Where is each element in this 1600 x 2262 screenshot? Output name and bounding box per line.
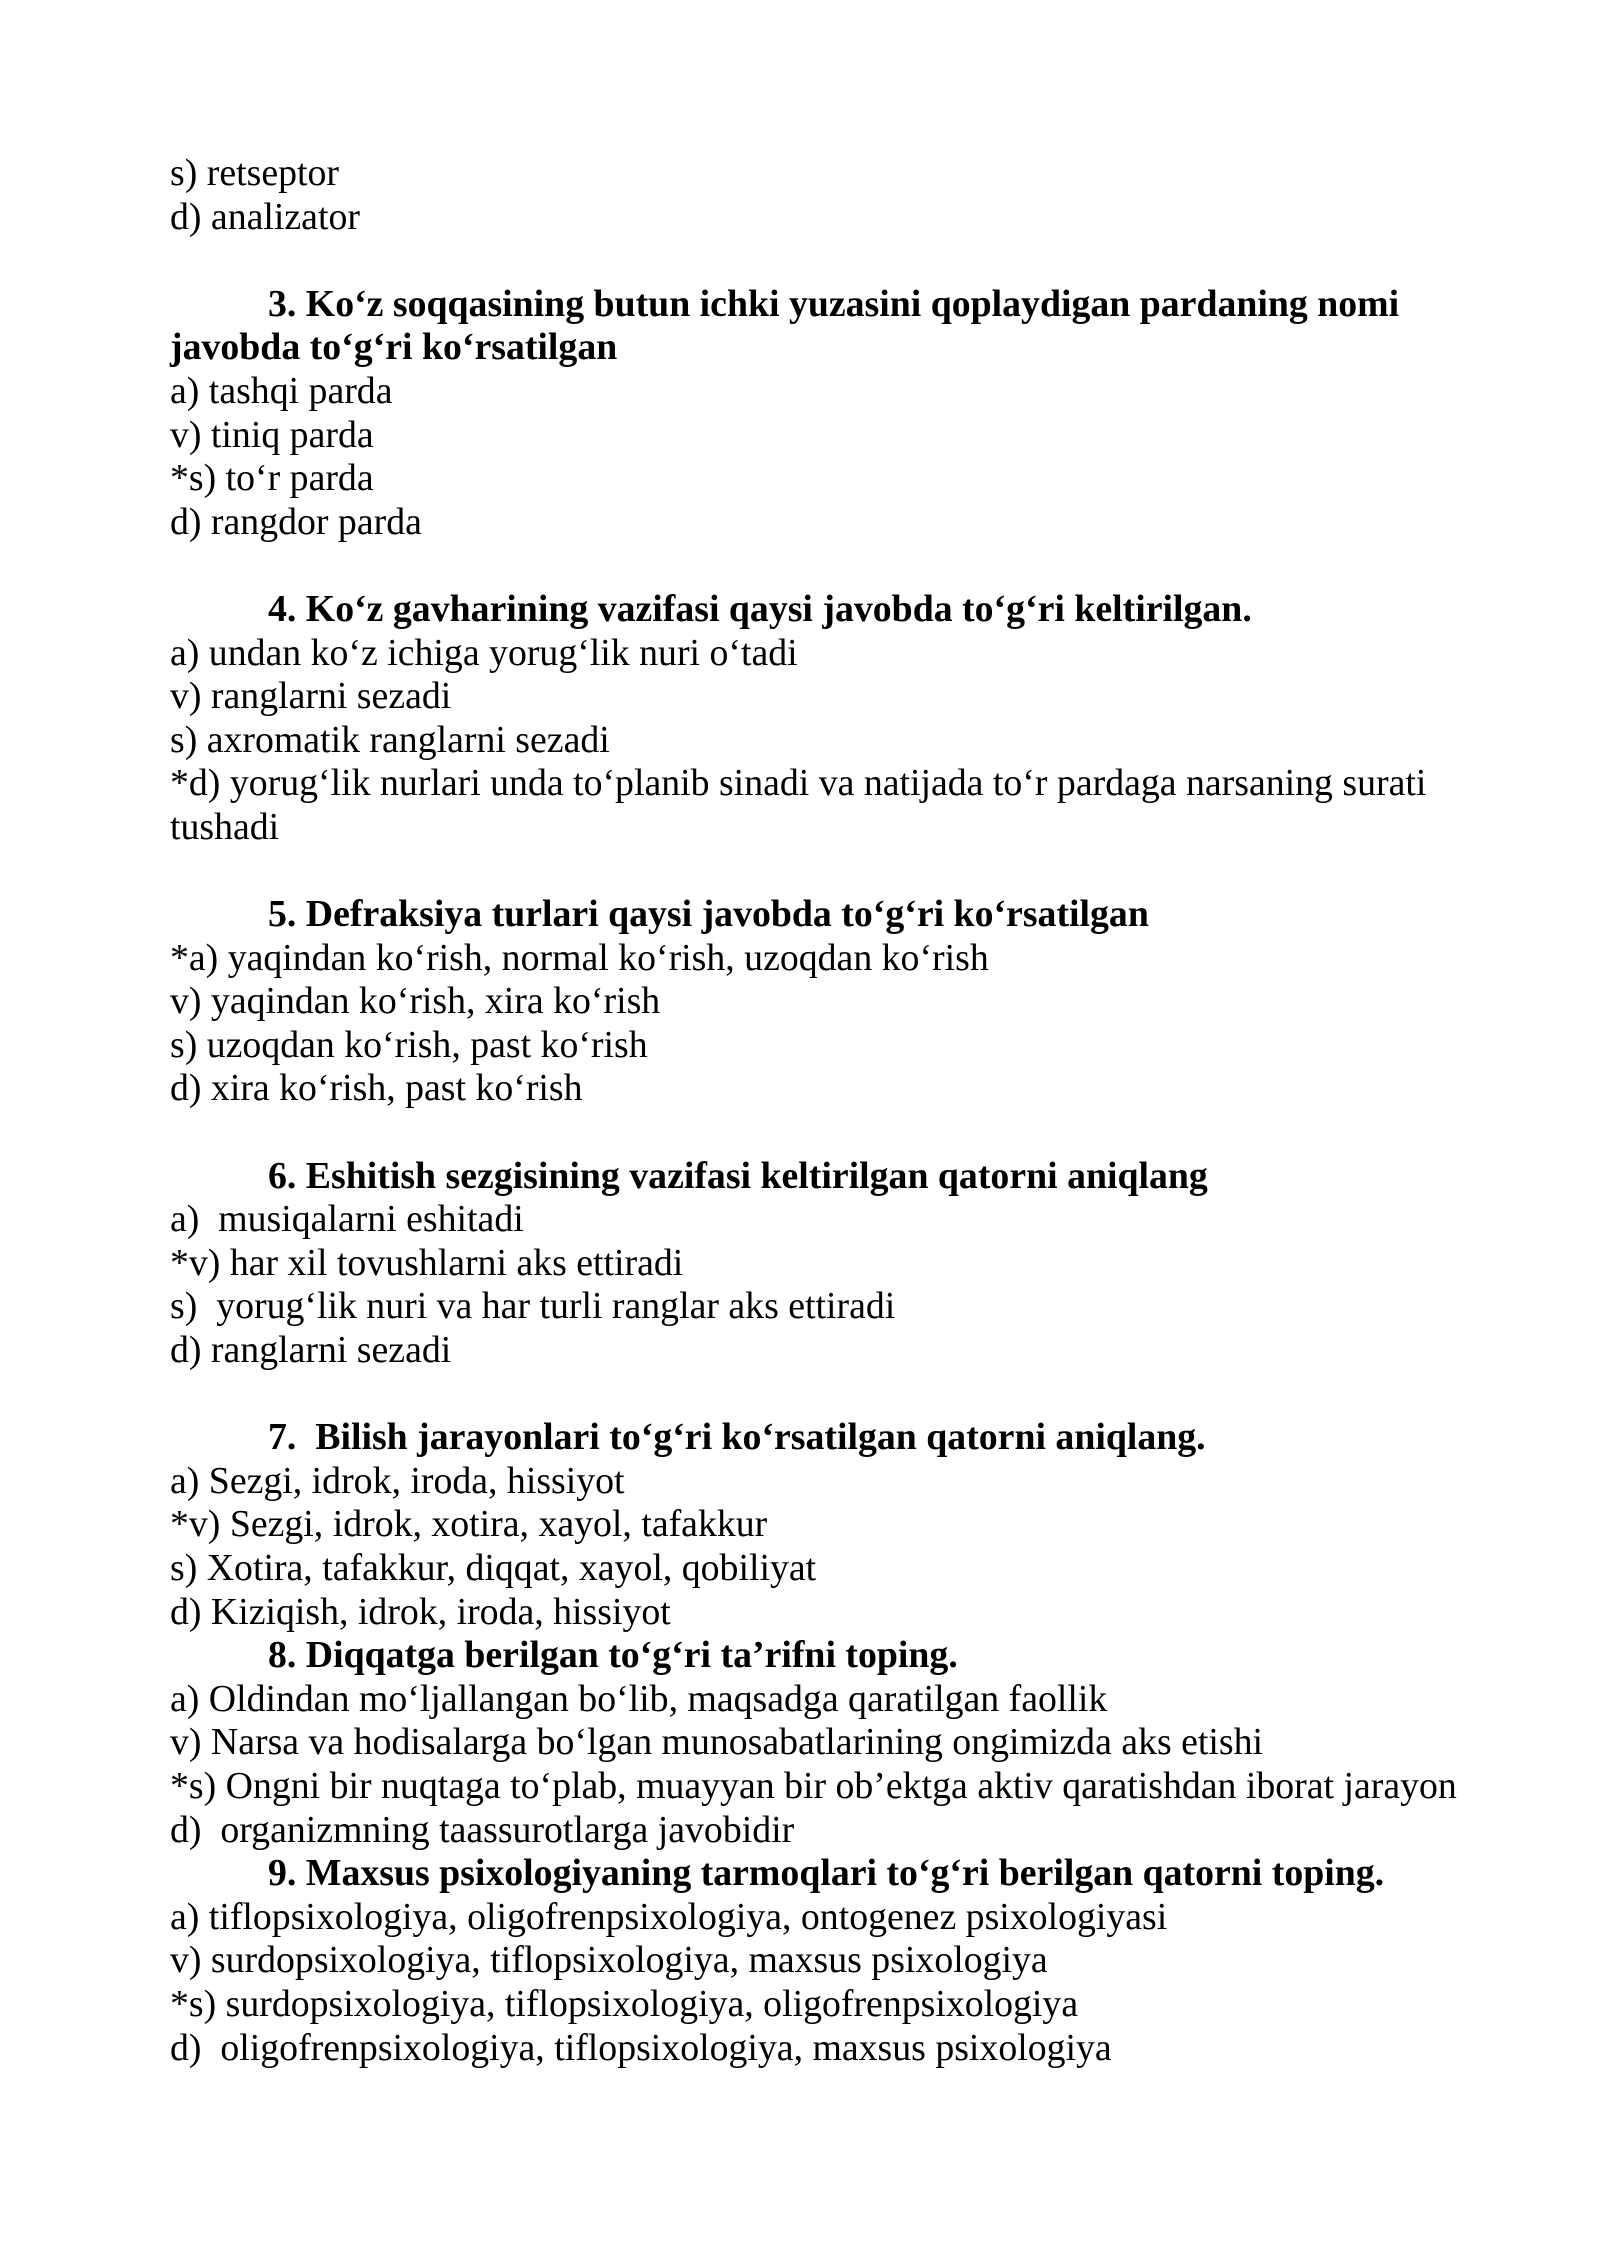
document-page xyxy=(170,152,1505,2070)
question-title: 6. Eshitish sezgisining vazifasi keltirilgan qatorni aniqlang xyxy=(268,1154,1208,1197)
question-title: 7. Bilish jarayonlari to‘g‘ri ko‘rsatilgan qatorni aniqlang. xyxy=(268,1416,1206,1459)
answer-option: a) Sezgi, idrok, iroda, hissiyot xyxy=(170,1459,625,1502)
answer-option: d) Kiziqish, idrok, iroda, hissiyot xyxy=(170,1590,671,1633)
question-title: 8. Diqqatga berilgan to‘g‘ri ta’rifni toping. xyxy=(268,1634,958,1677)
question-block xyxy=(170,1852,1505,2070)
answer-option: v) surdopsixologiya, tiflopsixologiya, maxsus psixologiya xyxy=(170,1939,1048,1982)
answer-option-correct: *d) yorug‘lik nurlari unda to‘planib sinadi va natijada to‘r pardaga narsaning surati tushadi xyxy=(170,762,1436,848)
answer-option: a) tiflopsixologiya, oligofrenpsixologiya, ontogenez psixologiyasi xyxy=(170,1895,1168,1938)
answer-option-correct: *v) Sezgi, idrok, xotira, xayol, tafakkur xyxy=(170,1503,768,1546)
answer-option-correct: *s) surdopsixologiya, tiflopsixologiya, oligofrenpsixologiya xyxy=(170,1982,1079,2025)
question-block xyxy=(170,588,1505,850)
answer-option: s) yorug‘lik nuri va har turli ranglar aks ettiradi xyxy=(170,1285,896,1328)
question-title: 3. Ko‘z soqqasining butun ichki yuzasini qoplaydigan pardaning nomi javobda to‘g‘ri ko‘rsatilgan xyxy=(170,282,1409,369)
answer-option: s) axromatik ranglarni sezadi xyxy=(170,718,610,761)
answer-option-correct: *s) to‘r parda xyxy=(170,457,374,500)
answer-option: v) Narsa va hodisalarga bo‘lgan munosabatlarining ongimizda aks etishi xyxy=(170,1721,1264,1764)
answer-option: a) tashqi parda xyxy=(170,369,393,412)
answer-option: v) ranglarni sezadi xyxy=(170,675,452,718)
answer-option: a) undan ko‘z ichiga yorug‘lik nuri o‘tadi xyxy=(170,631,798,674)
answer-option: d) organizmning taassurotlarga javobidir xyxy=(170,1808,795,1851)
answer-option-correct: *s) Ongni bir nuqtaga to‘plab, muayyan bir ob’ektga aktiv qaratishdan iborat jarayon xyxy=(170,1764,1457,1807)
answer-option: d) xira ko‘rish, past ko‘rish xyxy=(170,1067,583,1110)
question-title: 9. Maxsus psixologiyaning tarmoqlari to‘g‘ri berilgan qatorni toping. xyxy=(268,1852,1385,1895)
question-block xyxy=(170,1155,1505,1373)
answer-option: s) retseptor xyxy=(170,152,339,194)
answer-option: v) yaqindan ko‘rish, xira ko‘rish xyxy=(170,980,661,1023)
answer-option: d) oligofrenpsixologiya, tiflopsixologiya, maxsus psixologiya xyxy=(170,2026,1112,2069)
question-block xyxy=(170,1634,1505,1852)
question-block xyxy=(170,893,1505,1111)
answer-option: s) Xotira, tafakkur, diqqat, xayol, qobiliyat xyxy=(170,1547,817,1589)
answer-option-correct: *a) yaqindan ko‘rish, normal ko‘rish, uzoqdan ko‘rish xyxy=(170,936,989,979)
carryover-options xyxy=(170,152,1505,239)
question-title: 5. Defraksiya turlari qaysi javobda to‘g‘ri ko‘rsatilgan xyxy=(268,893,1149,936)
question-title: 4. Ko‘z gavharining vazifasi qaysi javobda to‘g‘ri keltirilgan. xyxy=(268,587,1252,630)
answer-option: d) rangdor parda xyxy=(170,500,422,543)
answer-option: a) Oldindan mo‘ljallangan bo‘lib, maqsadga qaratilgan faollik xyxy=(170,1677,1108,1720)
answer-option: d) analizator xyxy=(170,195,360,238)
answer-option: v) tiniq parda xyxy=(170,413,374,456)
answer-option: a) musiqalarni eshitadi xyxy=(170,1198,524,1241)
question-block xyxy=(170,1416,1505,1634)
answer-option-correct: *v) har xil tovushlarni aks ettiradi xyxy=(170,1241,684,1284)
answer-option: d) ranglarni sezadi xyxy=(170,1329,452,1372)
question-block xyxy=(170,283,1505,545)
answer-option: s) uzoqdan ko‘rish, past ko‘rish xyxy=(170,1023,648,1066)
